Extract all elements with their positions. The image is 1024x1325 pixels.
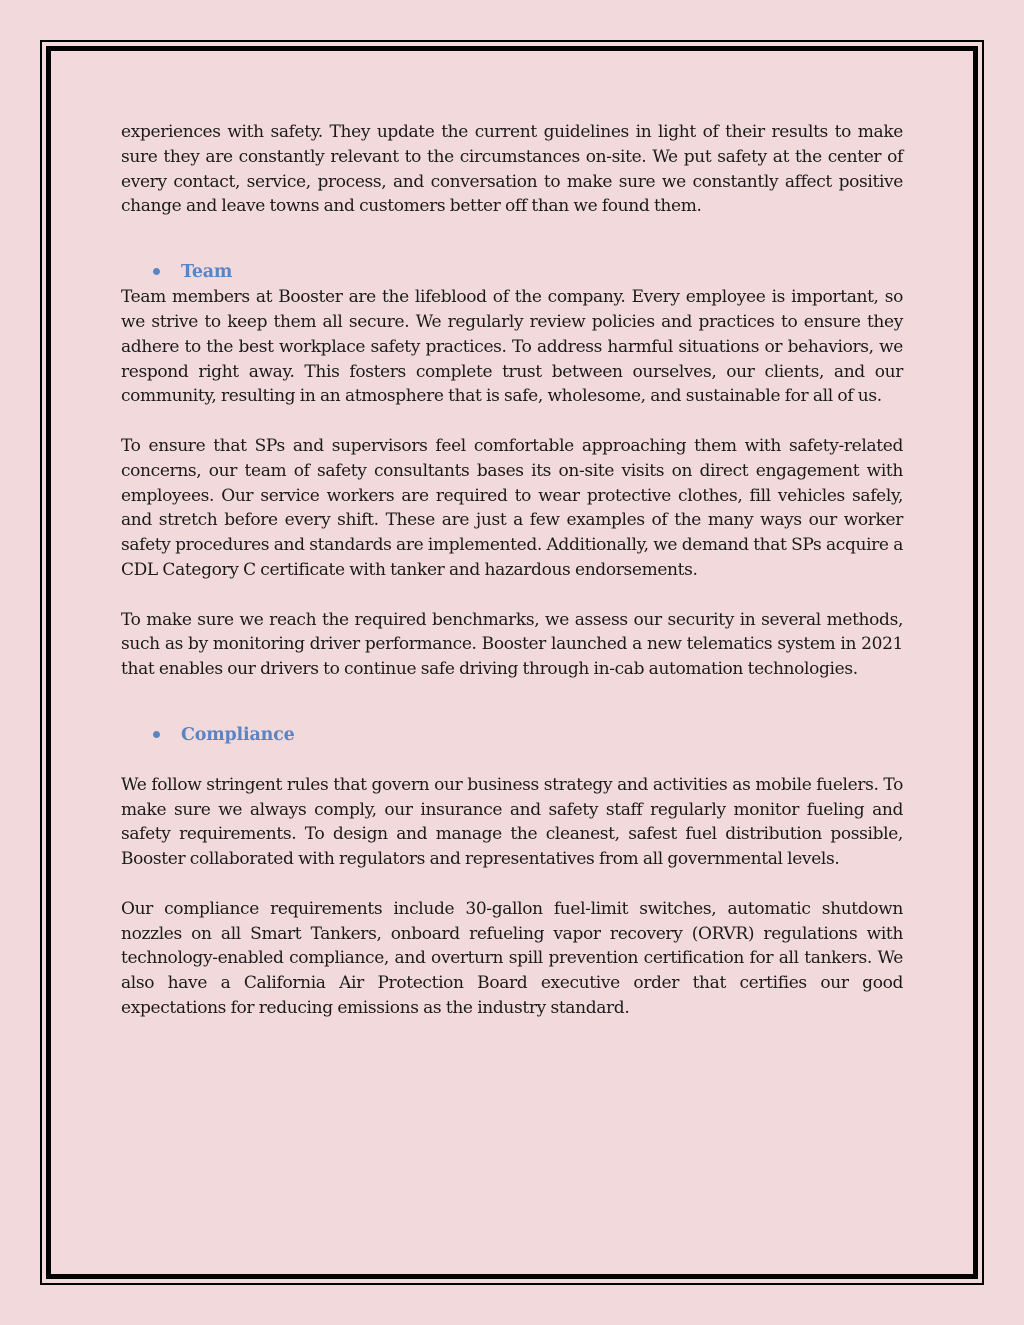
spacer: [121, 219, 903, 259]
section-heading-team-label: Team: [181, 262, 233, 283]
spacer: [121, 872, 903, 897]
section-heading-team: [121, 259, 903, 285]
paragraph-intro: experiences with safety. They update the current guidelines in light of their results to make sure they are constantly relevant to the circumstances on-site. We put safety at the center of every contact, service, process, and conversation to make sure we constantly affect positive change and leave towns and customers better off than we found them.: [121, 122, 903, 217]
document-body: [121, 120, 903, 1021]
spacer: [121, 409, 903, 434]
spacer: [121, 748, 903, 773]
bullet-icon: [153, 268, 160, 275]
spacer: [121, 583, 903, 608]
paragraph-team-3: To make sure we reach the required benchmarks, we assess our security in several methods, such as by monitoring driver performance. Booster launched a new telematics system in 2021 that enables our drivers to continue safe driving through in-cab automation technologies.: [121, 609, 903, 680]
paragraph-compliance-2: Our compliance requirements include 30-gallon fuel-limit switches, automatic shutdown nozzles on all Smart Tankers, onboard refueling vapor recovery (ORVR) regulations with technology-enabled compliance, and overturn spill prevention certification for all tankers. We also have a California Air Protection Board executive order that certifies our good expectations for reducing emissions as the industry standard.: [121, 898, 903, 1018]
paragraph-compliance-1: We follow stringent rules that govern our business strategy and activities as mobile fuelers. To make sure we always comply, our insurance and safety staff regularly monitor fueling and safety requirements. To design and manage the cleanest, safest fuel distribution possible, Booster collaborated with regulators and representatives from all governmental levels.: [121, 774, 903, 870]
paragraph-team-2: To ensure that SPs and supervisors feel comfortable approaching them with safety-related concerns, our team of safety consultants bases its on-site visits on direct engagement with employees. Our service workers are required to wear protective clothes, fill vehicles safely, and stretch before every shift. These are just a few examples of the many ways our worker safety procedures and standards are implemented. Additionally, we demand that SPs acquire a CDL Category C certificate with tanker and hazardous endorsements.: [121, 435, 903, 580]
section-heading-compliance: [121, 722, 903, 748]
bullet-icon: [153, 731, 160, 738]
section-heading-compliance-label: Compliance: [181, 724, 295, 745]
spacer: [121, 682, 903, 722]
paragraph-team-1: Team members at Booster are the lifeblood of the company. Every employee is important, so we strive to keep them all secure. We regularly review policies and practices to ensure they adhere to the best workplace safety practices. To address harmful situations or behaviors, we respond right away. This fosters complete trust between ourselves, our clients, and our community, resulting in an atmosphere that is safe, wholesome, and sustainable for all of us.: [121, 287, 903, 407]
